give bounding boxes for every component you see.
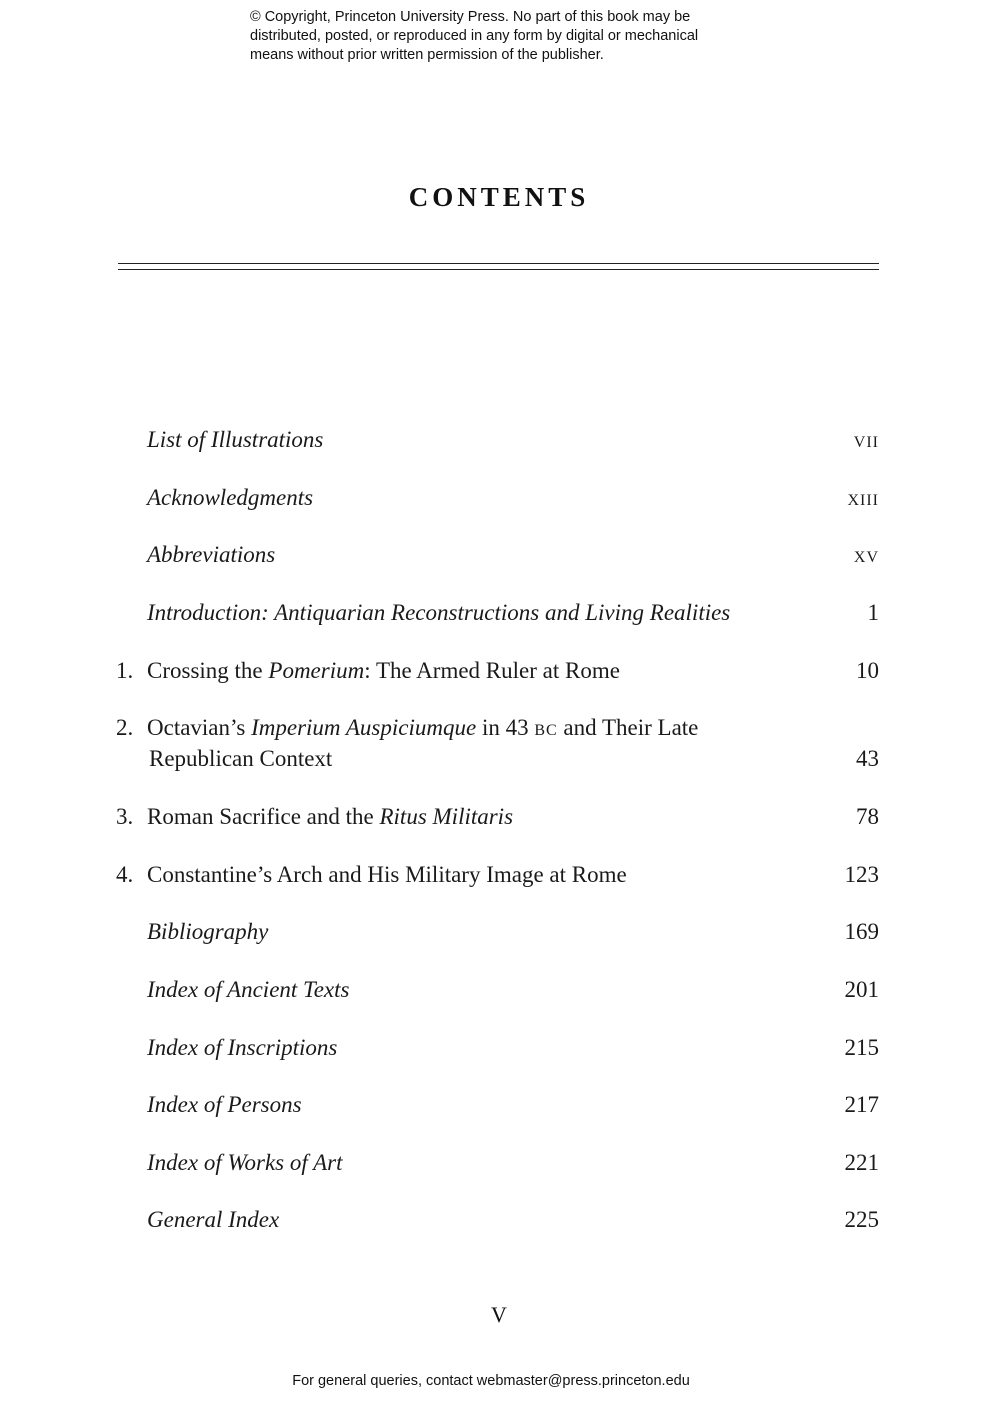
toc-entry-page: 43 bbox=[856, 746, 879, 771]
title-part-italic: Imperium Auspiciumque bbox=[251, 715, 477, 740]
toc-entry-title bbox=[147, 655, 620, 686]
toc-entry-title: Index of Ancient Texts bbox=[147, 977, 350, 1002]
toc-entry-title: Constantine’s Arch and His Military Image at Rome bbox=[147, 862, 627, 887]
title-part-italic: Ritus Militaris bbox=[379, 804, 514, 829]
toc-entry-page: 201 bbox=[844, 977, 879, 1002]
copyright-line: means without prior written permission of the publisher. bbox=[250, 47, 604, 63]
toc-entry-title: Index of Inscriptions bbox=[147, 1035, 338, 1060]
toc-entry-title bbox=[147, 801, 513, 832]
toc-entry-page: vii bbox=[853, 427, 879, 452]
toc-entry-page: 78 bbox=[856, 804, 879, 829]
toc-entry-number: 3. bbox=[116, 804, 134, 829]
toc-entry-title: Acknowledgments bbox=[147, 485, 314, 510]
toc-entry-title-continuation: Republican Context bbox=[149, 746, 333, 771]
footer-contact: For general queries, contact webmaster@press.princeton.edu bbox=[292, 1373, 690, 1389]
page-number: V bbox=[491, 1302, 507, 1327]
toc-entry-title: List of Illustrations bbox=[147, 427, 324, 452]
toc-entry-title: Index of Works of Art bbox=[147, 1150, 343, 1175]
title-part: Crossing the bbox=[147, 658, 269, 683]
page-title: CONTENTS bbox=[408, 182, 590, 212]
toc-entry-page: 123 bbox=[844, 862, 879, 887]
title-part-italic: Pomerium bbox=[268, 658, 365, 683]
toc-entry-title: General Index bbox=[147, 1207, 280, 1232]
toc-entry-number: 1. bbox=[116, 658, 134, 683]
toc-entry-page: 221 bbox=[844, 1150, 879, 1175]
toc-entry-page: 169 bbox=[844, 919, 879, 944]
toc-entry-title bbox=[147, 712, 698, 743]
toc-entry-title: Abbreviations bbox=[147, 542, 276, 567]
toc-entry-page: 215 bbox=[844, 1035, 879, 1060]
title-part: Octavian’s bbox=[147, 715, 252, 740]
toc-entry-title: Index of Persons bbox=[147, 1092, 302, 1117]
toc-entry-page: 225 bbox=[844, 1207, 879, 1232]
copyright-line: © Copyright, Princeton University Press. No part of this book may be bbox=[250, 9, 691, 25]
toc-entry-page: xiii bbox=[847, 485, 879, 510]
toc-entry-number: 2. bbox=[116, 715, 134, 740]
copyright-line: distributed, posted, or reproduced in any form by digital or mechanical bbox=[250, 28, 699, 44]
title-part: and Their Late bbox=[557, 715, 699, 740]
toc-entry-page: 217 bbox=[844, 1092, 879, 1117]
title-part-smallcaps: bc bbox=[534, 715, 558, 740]
toc-entry-page: xv bbox=[853, 542, 879, 567]
toc-entry-page: 1 bbox=[867, 600, 879, 625]
toc-entry-page: 10 bbox=[856, 658, 879, 683]
toc-entry-title: Introduction: Antiquarian Reconstructions and Living Realities bbox=[147, 600, 731, 625]
title-part: : The Armed Ruler at Rome bbox=[364, 658, 620, 683]
title-part: Roman Sacrifice and the bbox=[147, 804, 380, 829]
toc-entry-title: Bibliography bbox=[147, 919, 269, 944]
toc-entry-number: 4. bbox=[116, 862, 134, 887]
title-part: in 43 bbox=[476, 715, 535, 740]
